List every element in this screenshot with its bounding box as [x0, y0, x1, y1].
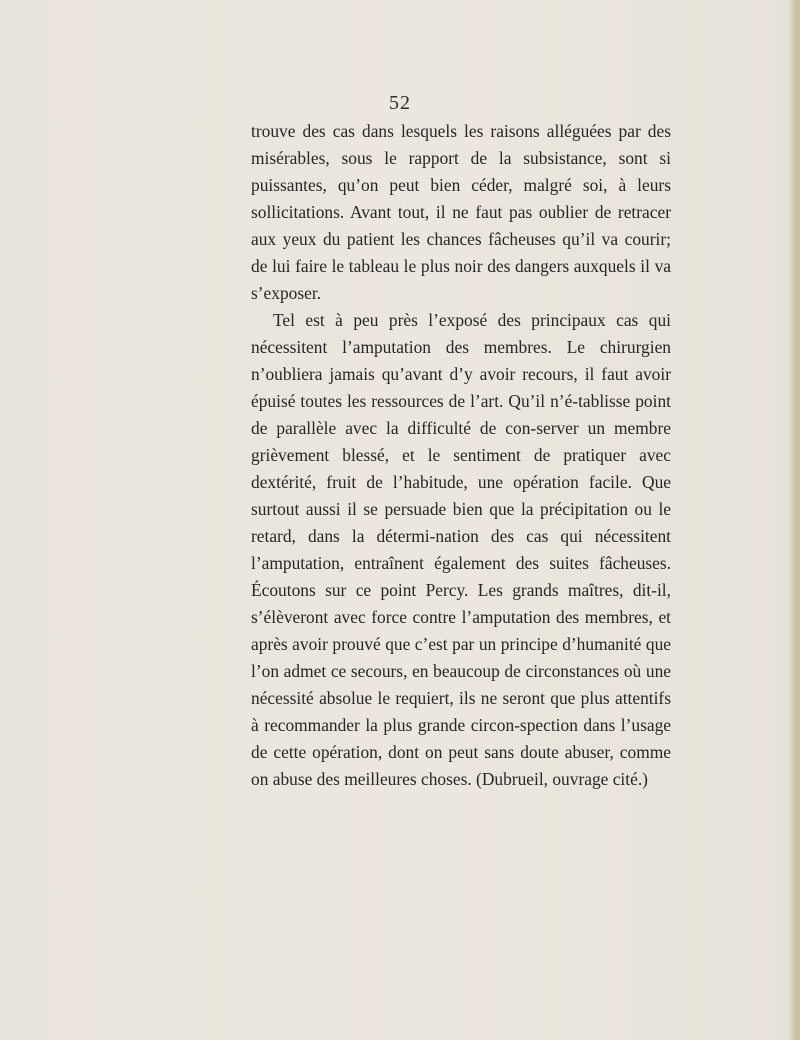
paragraph-continuation: trouve des cas dans lesquels les raisons alléguées par des misérables, sous le rapport de la subsistance, sont si puissantes, qu’on peut bien céder, malgré soi, à leurs sollicitations. Avant tout, il ne faut pas oublier de retracer aux yeux du patient les chances fâcheuses qu’il va courir; de lui faire le tableau le plus noir des dangers auxquels il va s’exposer.	[251, 121, 671, 303]
paragraph-amputation-summary: Tel est à peu près l’exposé des principaux cas qui nécessitent l’amputation des membres. Le chirurgien n’oubliera jamais qu’avant d’y avoir recours, il faut avoir épuisé toutes les ressources de l’art. Qu’il n’é-tablisse point de parallèle avec la difficulté de con-server un membre grièvement blessé, et le sentiment de pratiquer avec dextérité, fruit de l’habitude, une opération facile. Que surtout aussi il se persuade bien que la précipitation ou le retard, dans la détermi-nation des cas qui nécessitent l’amputation, entraînent également des suites fâcheuses. Écoutons sur ce point Percy. Les grands maîtres, dit-il, s’élèveront avec force contre l’amputation des membres, et après avoir prouvé que c’est par un principe d’humanité que l’on admet ce secours, en beaucoup de circonstances où une nécessité absolue le requiert, ils ne seront que plus attentifs à recommander la plus grande circon-spection dans l’usage de cette opération, dont on peut sans doute abuser, comme on abuse des meilleures choses. (Dubrueil, ouvrage cité.)	[251, 310, 671, 789]
body-text	[251, 118, 671, 793]
page-number: 52	[389, 92, 411, 114]
page-edge	[788, 0, 800, 1040]
